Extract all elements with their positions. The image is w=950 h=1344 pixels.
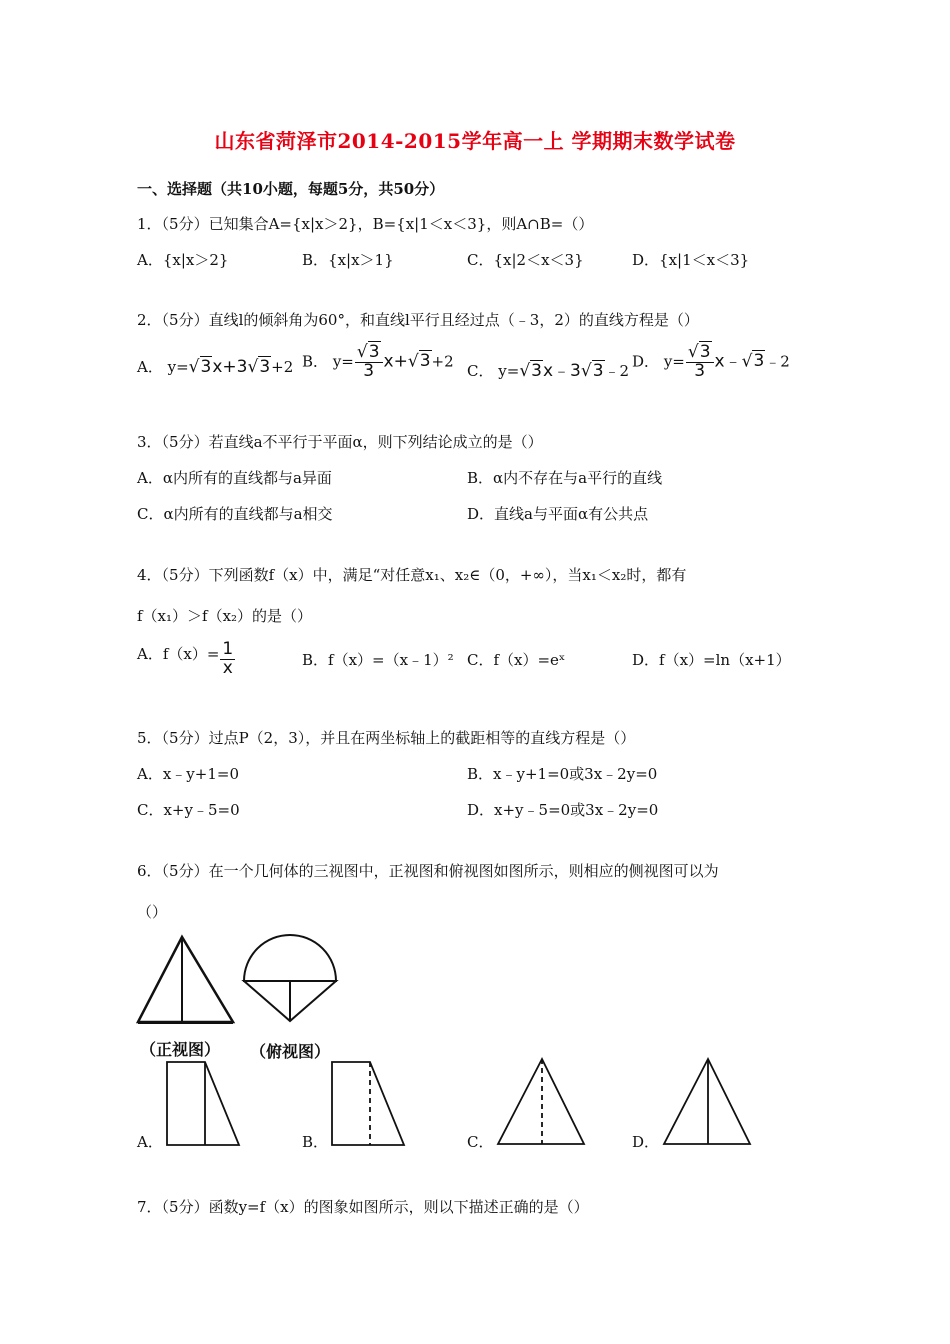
- q3-option-a: A．α内所有的直线都与a异面: [137, 469, 332, 487]
- option-d-triangle: [664, 1059, 750, 1144]
- q6-option-b-label: B．: [302, 1133, 329, 1151]
- q6-option-d-label: D．: [632, 1133, 660, 1151]
- q2-stem: 2．（5分）直线l的倾斜角为60°，和直线l平行且经过点（﹣3，2）的直线方程是（）: [137, 311, 699, 329]
- sqrt-3: √3: [188, 357, 212, 377]
- q1-stem: 1．（5分）已知集合A={x|x＞2}，B={x|1＜x＜3}，则A∩B=（）: [137, 215, 594, 233]
- option-b-trapezoid: [332, 1062, 404, 1145]
- sqrt-3: √3: [407, 351, 431, 372]
- q4-stem-line2: f（x₁）＞f（x₂）的是（）: [137, 607, 313, 625]
- q2-d-pre: y=: [663, 352, 685, 371]
- q2-c-mid: x﹣3: [542, 361, 581, 381]
- sqrt-3: √3: [580, 361, 604, 381]
- q5-stem: 5．（5分）过点P（2，3），并且在两坐标轴上的截距相等的直线方程是（）: [137, 729, 636, 747]
- q1-option-c: C．{x|2＜x＜3}: [467, 251, 584, 269]
- top-view-figure: [242, 933, 338, 1025]
- q2-d-label: D．: [632, 352, 660, 371]
- q2-b-pre: y=: [332, 352, 354, 371]
- front-view-triangle: [138, 937, 233, 1022]
- q3-stem: 3．（5分）若直线a不平行于平面α，则下列结论成立的是（）: [137, 433, 543, 451]
- q2-c-pre: y=: [498, 362, 520, 380]
- q2-d-post: ﹣2: [765, 352, 790, 371]
- q6-option-c-figure: [496, 1057, 588, 1147]
- q2-d-mid: x﹣: [714, 351, 742, 372]
- q4-option-d: D．f（x）=ln（x+1）: [632, 651, 791, 669]
- q6-stem-line2: （）: [137, 903, 168, 921]
- q4-stem-line1: 4．（5分）下列函数f（x）中，满足“对任意x₁、x₂∈（0，+∞），当x₁＜x₂时，都有: [137, 566, 687, 584]
- q4-option-a: [137, 641, 236, 678]
- q2-b-label: B．: [302, 352, 329, 371]
- section-heading: 一、选择题（共10小题，每题5分，共50分）: [137, 180, 445, 198]
- q1-option-b: B．{x|x＞1}: [302, 251, 394, 269]
- exam-title: 山东省菏泽市2014-2015学年高一上 学期期末数学试卷: [214, 129, 736, 153]
- fraction-sqrt3-over-3: $\frac{√3}{3}$: [355, 344, 383, 381]
- fraction-1-over-x: $\frac{1}{x}$: [222, 639, 234, 678]
- q4-option-c: C．f（x）=eˣ: [467, 651, 566, 669]
- option-a-trapezoid: [167, 1062, 239, 1145]
- q1-option-a: A．{x|x＞2}: [137, 251, 229, 269]
- q2-a-pre: y=: [167, 358, 189, 376]
- q1-option-d: D．{x|1＜x＜3}: [632, 251, 750, 269]
- option-c-triangle: [498, 1059, 584, 1144]
- sqrt-3: √3: [247, 357, 271, 377]
- q2-c-post: ﹣2: [604, 362, 630, 380]
- q5-option-a: A．x﹣y+1=0: [137, 765, 239, 783]
- q2-a-label: A．: [137, 358, 163, 376]
- sqrt-3: √3: [519, 361, 542, 381]
- q5-option-c: C．x+y﹣5=0: [137, 801, 240, 819]
- q6-stem-line1: 6．（5分）在一个几何体的三视图中，正视图和俯视图如图所示，则相应的侧视图可以为: [137, 862, 719, 880]
- q6-option-d-figure: [662, 1057, 754, 1147]
- fraction-sqrt3-over-3: $\frac{√3}{3}$: [686, 344, 714, 381]
- q4-a-text: A．f（x）=: [137, 644, 220, 663]
- q2-b-mid: x+: [383, 351, 408, 372]
- q7-stem: 7．（5分）函数y=f（x）的图象如图所示，则以下描述正确的是（）: [137, 1198, 589, 1216]
- top-view-caption: （俯视图）: [250, 1042, 331, 1061]
- q2-option-a: [137, 356, 293, 377]
- q2-option-c: [467, 356, 629, 381]
- q2-option-b: [302, 344, 454, 381]
- q6-option-b-figure: [330, 1060, 410, 1148]
- top-view-semicircle: [244, 935, 336, 981]
- q6-option-a-figure: [165, 1060, 245, 1148]
- sqrt-3: √3: [741, 351, 765, 372]
- q5-option-d: D．x+y﹣5=0或3x﹣2y=0: [467, 801, 659, 819]
- q3-option-b: B．α内不存在与a平行的直线: [467, 469, 663, 487]
- q2-a-mid: x+3: [212, 357, 248, 377]
- q3-option-d: D．直线a与平面α有公共点: [467, 505, 649, 523]
- q3-option-c: C．α内所有的直线都与a相交: [137, 505, 333, 523]
- q6-option-c-label: C．: [467, 1133, 494, 1151]
- q6-option-a-label: A．: [137, 1133, 163, 1151]
- front-view-figure: [135, 933, 235, 1028]
- q2-option-d: [632, 344, 790, 381]
- q5-option-b: B．x﹣y+1=0或3x﹣2y=0: [467, 765, 658, 783]
- q2-b-post: +2: [431, 352, 454, 371]
- q4-option-b: B．f（x）=（x﹣1）²: [302, 651, 454, 669]
- q2-a-post: +2: [271, 358, 294, 376]
- q2-c-label: C．: [467, 362, 494, 380]
- front-view-caption: （正视图）: [140, 1040, 221, 1059]
